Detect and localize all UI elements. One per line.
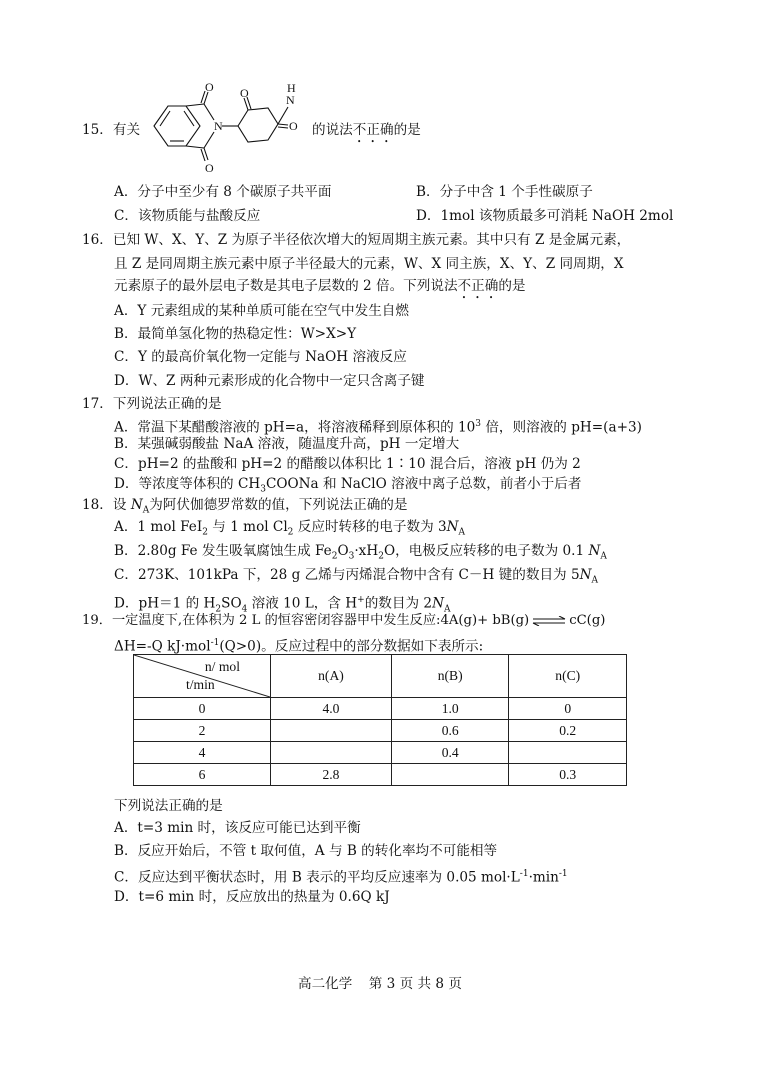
footer-subject: 高二化学 <box>298 976 353 992</box>
q16-stem-line3: 元素原子的最外层电子数是其电子层数的 2 倍。下列说法不正确的是 <box>114 278 526 294</box>
q17-option-b: B．某强碱弱酸盐 NaA 溶液，随温度升高，pH 一定增大 <box>114 436 460 452</box>
page-footer <box>0 972 760 992</box>
atom-h: H <box>287 82 296 95</box>
q16-stem-line1: 16．已知 W、X、Y、Z 为原子半径依次增大的短周期主族元素。其中只有 Z 是金属元素， <box>82 232 631 248</box>
q16-stem-line2: 且 Z 是同周期主族元素中原子半径最大的元素，W、X 同主族，X、Y、Z 同周期，X <box>114 256 624 272</box>
atom-o: O <box>205 161 214 174</box>
q19-data-table <box>133 654 627 786</box>
molecule-structure <box>148 82 310 174</box>
atom-n: N <box>214 119 223 133</box>
table-cell: 2 <box>134 720 271 742</box>
q15-option-a: A．分子中至少有 8 个碳原子共平面 <box>114 184 332 200</box>
table-row <box>134 698 627 720</box>
piperidine-ring <box>238 108 278 142</box>
q19-option-d: D．t=6 min 时，反应放出的热量为 0.6Q kJ <box>114 889 390 905</box>
q15-option-c: C．该物质能与盐酸反应 <box>114 208 261 224</box>
q16-option-d: D．W、Z 两种元素形成的化合物中一定只含离子键 <box>114 373 425 389</box>
table-row <box>134 742 627 764</box>
table-corner-cell: n/ mol t/min <box>134 655 271 698</box>
table-header-cell: n(A) <box>271 655 392 698</box>
table-header-row <box>134 655 627 698</box>
q19-stem-line1: 19．一定温度下,在体积为 2 L 的恒容密闭容器甲中发生反应:4A(g)+ bB(g) cC(g) <box>82 613 606 628</box>
q17-stem: 17．下列说法正确的是 <box>82 396 222 412</box>
benzene-ring <box>154 106 200 146</box>
q15-stem-prefix: 15．有关 <box>82 122 141 138</box>
q16-option-b: B．最简单氢化物的热稳定性：W>X>Y <box>114 326 357 342</box>
table-cell: 0 <box>509 698 627 720</box>
table-cell <box>509 742 627 764</box>
table-cell: 0.3 <box>509 764 627 786</box>
table-cell: 6 <box>134 764 271 786</box>
q19-option-c: C．反应达到平衡状态时，用 B 表示的平均反应速率为 0.05 $mol\cdot L^{-1}\cdot\min^{-1}$ <box>114 869 568 886</box>
q18-option-d: D．pH＝1 的 $H_2SO_4$ 溶液 10 L，含 H+的数目为 $2N_A$ <box>114 595 451 615</box>
q19-option-b: B．反应开始后，不管 t 取何值，A 与 B 的转化率均不可能相等 <box>114 843 498 859</box>
q15-stem-suffix: 的说法不正确的是 <box>312 122 421 138</box>
table-row <box>134 720 627 742</box>
q15-option-d: D．1mol 该物质最多可消耗 NaOH 2mol <box>416 208 674 224</box>
q16-option-a: A．Y 元素组成的某种单质可能在空气中发生自燃 <box>114 303 409 319</box>
q19-option-a: A．t=3 min 时，该反应可能已达到平衡 <box>114 820 361 836</box>
table-cell: 4.0 <box>271 698 392 720</box>
q19-sub-stem: 下列说法正确的是 <box>114 798 223 814</box>
atom-o: O <box>205 82 214 94</box>
q17-option-c: C．pH=2 的盐酸和 pH=2 的醋酸以体积比 1∶10 混合后，溶液 pH 仍为 2 <box>114 456 581 472</box>
table-cell: 0.6 <box>391 720 509 742</box>
atom-o: O <box>289 119 298 133</box>
table-cell: 2.8 <box>271 764 392 786</box>
table-cell: 0.2 <box>509 720 627 742</box>
table-cell: 0 <box>134 698 271 720</box>
table-cell <box>271 720 392 742</box>
footer-page-number: 第 3 页 共 8 页 <box>368 976 462 992</box>
table-cell: 4 <box>134 742 271 764</box>
table-row <box>134 764 627 786</box>
q16-option-c: C．Y 的最高价氧化物一定能与 NaOH 溶液反应 <box>114 349 407 365</box>
q18-stem: 18．设 $N_A$为阿伏伽德罗常数的值，下列说法正确的是 <box>82 497 408 516</box>
table-cell: 1.0 <box>391 698 509 720</box>
table-cell <box>271 742 392 764</box>
table-cell <box>391 764 509 786</box>
q18-option-c: C．273K、101kPa 下，28 g 乙烯与丙烯混合物中含有 C－H 键的数目为 $5N_A$ <box>114 567 599 586</box>
q18-option-a: A．1 mol FeI$_2$ 与 1 mol $Cl_2$ 反应时转移的电子数为 $3N_A$ <box>114 519 466 538</box>
atom-o: O <box>240 86 249 100</box>
q17-option-d: D．等浓度等体积的 $CH_3COONa$ 和 NaClO 溶液中离子总数，前者小于后者 <box>114 476 582 495</box>
table-header-cell: n(C) <box>509 655 627 698</box>
q15-option-b: B．分子中含 1 个手性碳原子 <box>416 184 593 200</box>
table-cell: 0.4 <box>391 742 509 764</box>
equilibrium-arrow-icon <box>531 616 567 626</box>
q19-stem-line2: ΔH=-Q kJ·mol$^{-1}$(Q>0)。反应过程中的部分数据如下表所示: <box>114 638 484 655</box>
atom-n: N <box>286 93 295 107</box>
q17-option-a: A．常温下某醋酸溶液的 pH=a，将溶液稀释到原体积的 $10^3$ 倍，则溶液的 pH=(a+3) <box>114 419 642 436</box>
table-header-cell: n(B) <box>391 655 509 698</box>
q18-option-b: B．2.80g Fe 发生吸氧腐蚀生成 $Fe_2O_3\cdot xH_2O$，电极反应转移的电子数为 0.1 $N_A$ <box>114 543 607 562</box>
